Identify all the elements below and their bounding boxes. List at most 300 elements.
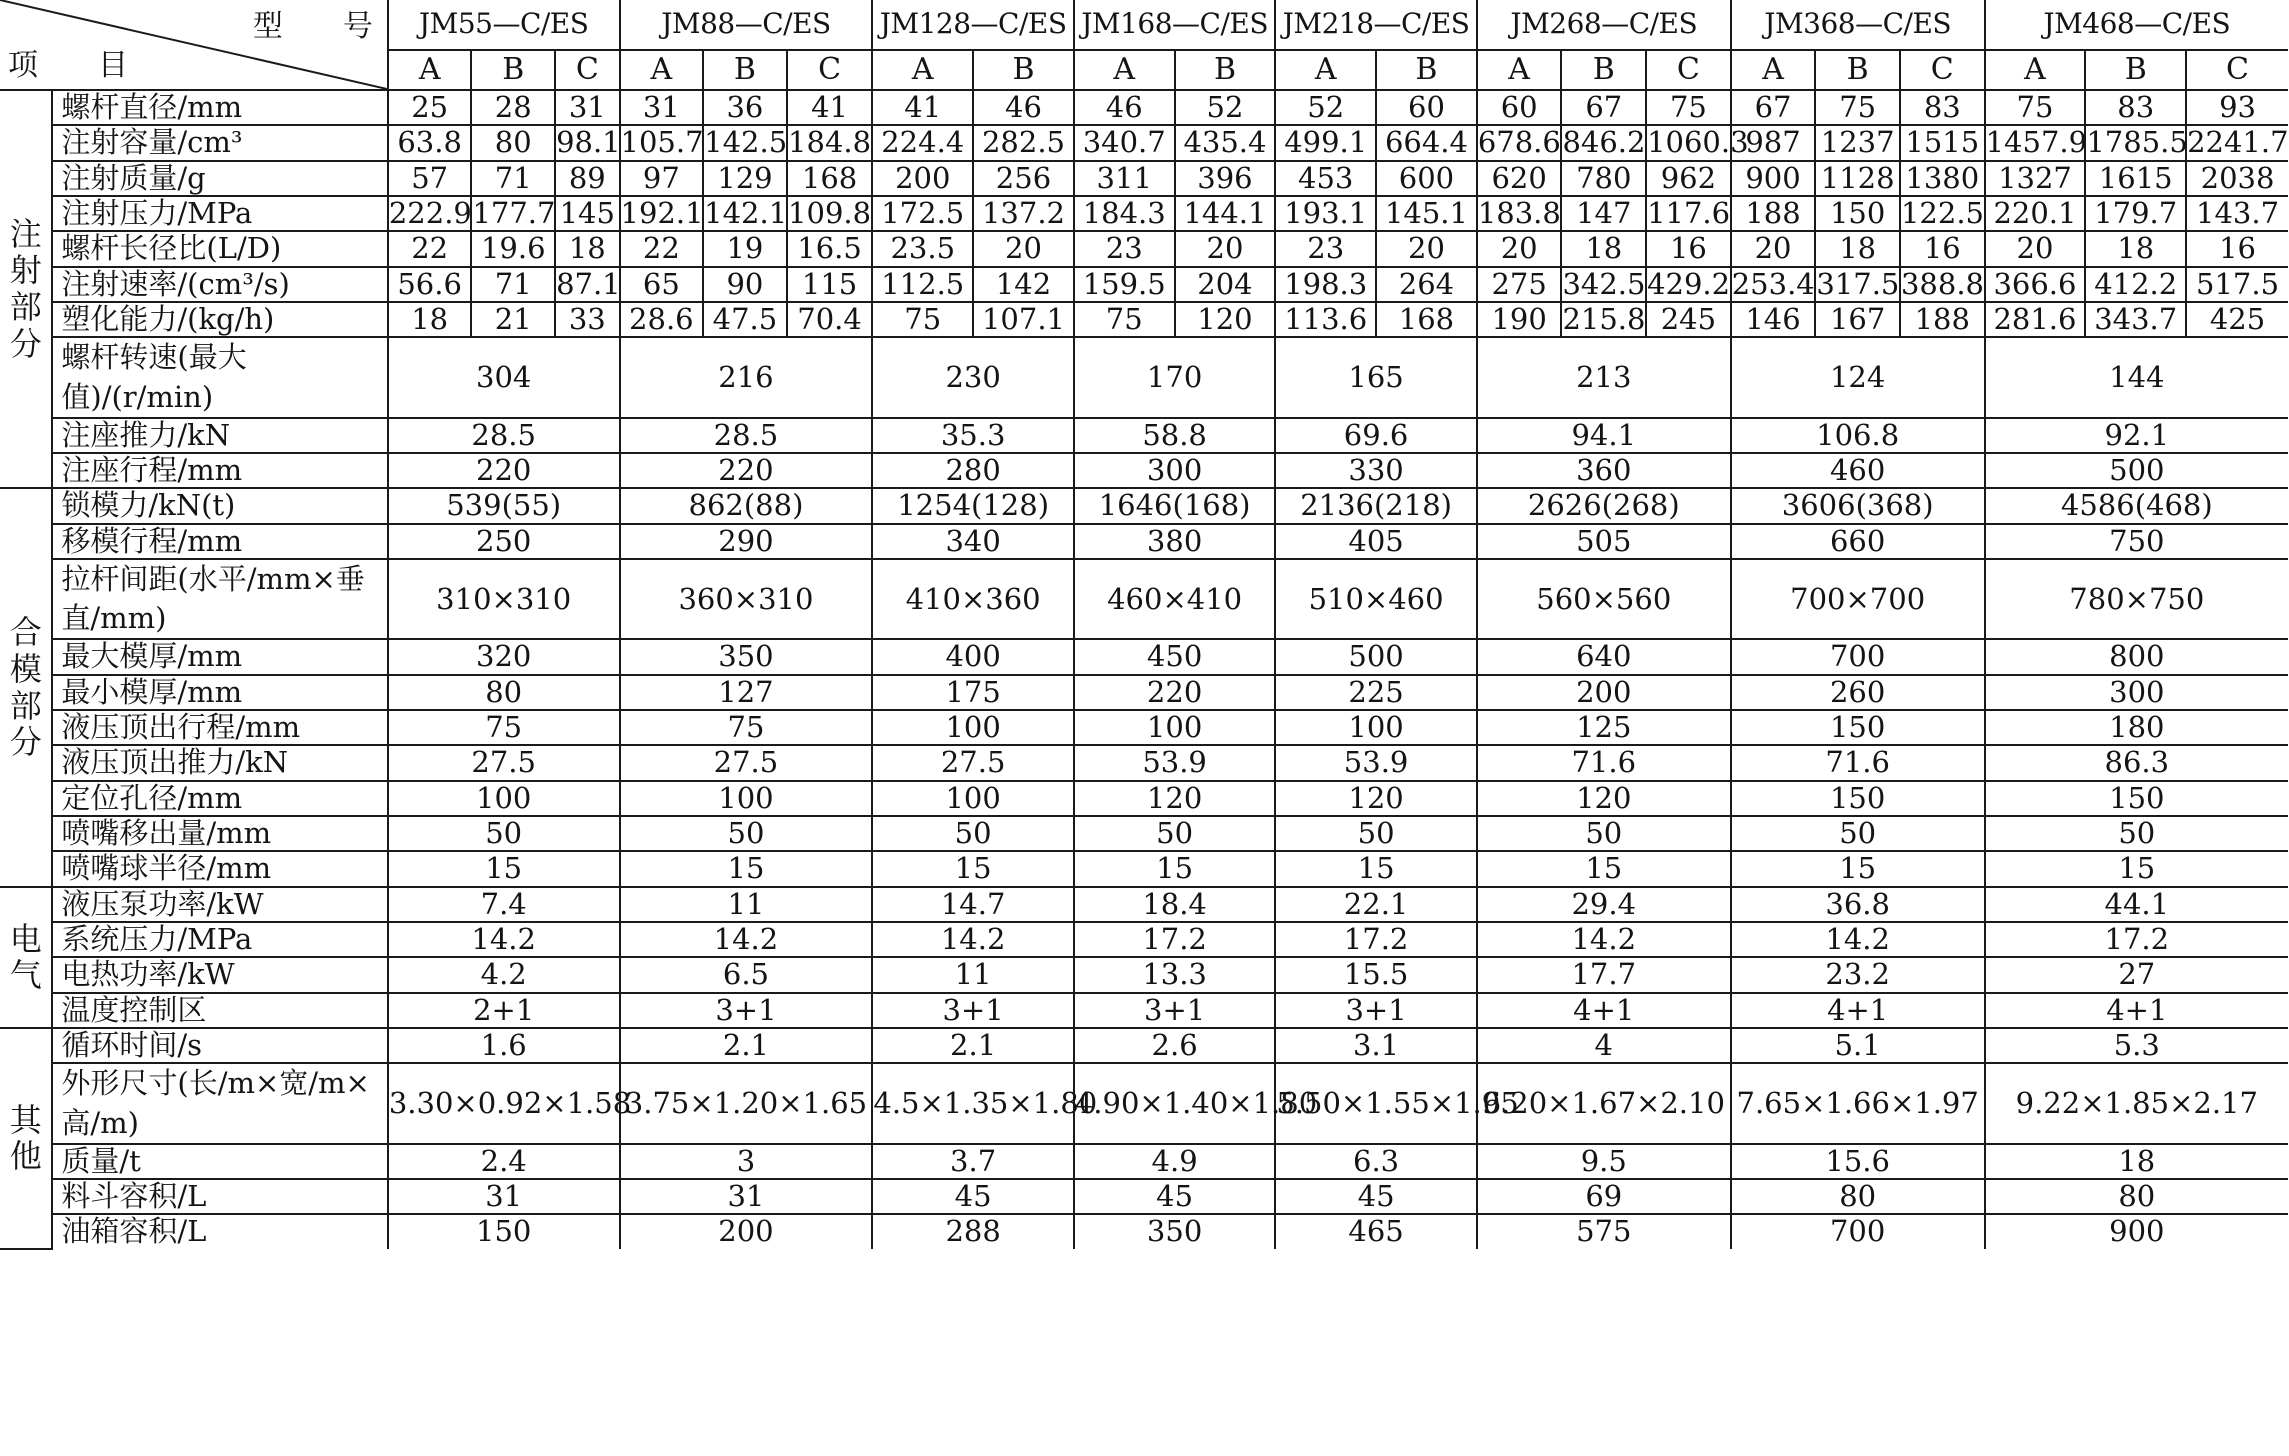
value-cell: 282.5 bbox=[973, 125, 1074, 160]
value-cell: 1327 bbox=[1985, 161, 2086, 196]
variant-header: C bbox=[1646, 50, 1731, 90]
value-cell: 396 bbox=[1175, 161, 1276, 196]
value-cell: 14.2 bbox=[620, 922, 873, 957]
value-cell: 220 bbox=[388, 453, 620, 488]
value-cell: 93 bbox=[2186, 90, 2288, 125]
value-cell: 20 bbox=[1376, 231, 1477, 266]
value-cell: 115 bbox=[787, 267, 873, 302]
value-cell: 1060.3 bbox=[1647, 125, 1749, 160]
value-cell: 3+1 bbox=[872, 993, 1073, 1028]
value-cell: 20 bbox=[1175, 231, 1276, 266]
value-cell: 52 bbox=[1275, 90, 1376, 125]
value-cell: 20 bbox=[973, 231, 1074, 266]
value-cell: 58.8 bbox=[1074, 418, 1275, 453]
row-item-label: 注射速率/(cm³/s) bbox=[52, 267, 387, 302]
value-cell: 27.5 bbox=[620, 745, 873, 780]
value-cell: 220 bbox=[620, 453, 873, 488]
value-cell: 105.7 bbox=[620, 125, 704, 160]
variant-header: A bbox=[620, 50, 704, 90]
value-cell: 23 bbox=[1275, 231, 1376, 266]
value-cell: 4.5×1.35×1.80 bbox=[872, 1063, 1073, 1143]
value-cell: 15 bbox=[1477, 851, 1731, 886]
value-cell: 109.8 bbox=[788, 196, 872, 231]
value-cell: 1646(168) bbox=[1074, 488, 1275, 523]
value-cell: 97 bbox=[620, 161, 704, 196]
value-cell: 18 bbox=[1985, 1144, 2288, 1179]
value-cell: 253.4 bbox=[1731, 266, 1815, 301]
value-cell: 67 bbox=[1731, 90, 1816, 125]
value-cell: 100 bbox=[872, 710, 1073, 745]
value-cell: 14.2 bbox=[1477, 922, 1731, 957]
value-cell: 31 bbox=[620, 90, 704, 125]
value-cell: 142.5 bbox=[704, 125, 788, 160]
row-item-label: 系统压力/MPa bbox=[52, 922, 387, 957]
value-cell: 150 bbox=[1731, 710, 1985, 745]
value-cell: 50 bbox=[620, 816, 873, 851]
value-cell: 4.9 bbox=[1074, 1144, 1275, 1179]
value-cell: 19.6 bbox=[471, 231, 555, 266]
value-cell: 320 bbox=[388, 639, 620, 674]
value-cell: 168 bbox=[787, 161, 873, 196]
value-cell: 15 bbox=[620, 851, 873, 886]
value-cell: 366.6 bbox=[1985, 267, 2086, 302]
value-cell: 179.7 bbox=[2085, 196, 2186, 231]
value-cell: 862(88) bbox=[620, 488, 873, 523]
value-cell: 5.3 bbox=[1985, 1028, 2288, 1063]
value-cell: 53.9 bbox=[1074, 745, 1275, 780]
value-cell: 36 bbox=[703, 90, 787, 125]
model-header: JM218—C/ES bbox=[1275, 0, 1476, 50]
value-cell: 83 bbox=[2085, 90, 2186, 125]
value-cell: 460 bbox=[1731, 453, 1985, 488]
value-cell: 453 bbox=[1275, 161, 1376, 196]
value-cell: 500 bbox=[1275, 639, 1476, 674]
value-cell: 2241.7 bbox=[2187, 125, 2289, 160]
value-cell: 1128 bbox=[1815, 161, 1900, 196]
value-cell: 50 bbox=[1985, 816, 2288, 851]
value-cell: 900 bbox=[1731, 161, 1816, 196]
value-cell: 16 bbox=[1900, 231, 1985, 266]
value-cell: 75 bbox=[872, 302, 973, 337]
value-cell: 33 bbox=[555, 302, 619, 337]
value-cell: 2038 bbox=[2186, 161, 2288, 196]
value-cell: 89 bbox=[555, 161, 619, 196]
value-cell: 3.30×0.92×1.58 bbox=[388, 1063, 620, 1143]
value-cell: 800 bbox=[1985, 639, 2288, 674]
model-header: JM468—C/ES bbox=[1985, 0, 2288, 50]
value-cell: 188 bbox=[1900, 302, 1985, 337]
value-cell: 275 bbox=[1477, 267, 1562, 302]
variant-header: B bbox=[2085, 50, 2186, 90]
value-cell: 620 bbox=[1477, 161, 1562, 196]
value-cell: 150 bbox=[1815, 196, 1900, 231]
row-item-label: 料斗容积/L bbox=[52, 1179, 387, 1214]
value-cell: 92.1 bbox=[1985, 418, 2288, 453]
row-item-label: 油箱容积/L bbox=[52, 1214, 387, 1248]
category-label: 其他 bbox=[9, 1100, 42, 1176]
value-cell: 220.1 bbox=[1985, 196, 2086, 231]
value-cell: 16.5 bbox=[787, 231, 873, 266]
value-cell: 15 bbox=[1731, 851, 1985, 886]
row-item-label: 注座行程/mm bbox=[52, 453, 387, 488]
value-cell: 4586(468) bbox=[1985, 488, 2288, 523]
value-cell: 50 bbox=[388, 816, 620, 851]
variant-header: A bbox=[1985, 50, 2086, 90]
value-cell: 50 bbox=[1477, 816, 1731, 851]
model-header: JM88—C/ES bbox=[620, 0, 873, 50]
row-item-label: 温度控制区 bbox=[52, 993, 387, 1028]
value-cell: 80 bbox=[471, 125, 555, 160]
value-cell: 900 bbox=[1985, 1214, 2288, 1248]
value-cell: 230 bbox=[872, 337, 1073, 417]
value-cell: 405 bbox=[1275, 524, 1476, 559]
value-cell: 4+1 bbox=[1477, 993, 1731, 1028]
value-cell: 127 bbox=[620, 675, 873, 710]
value-cell: 460×410 bbox=[1074, 559, 1275, 639]
value-cell: 120 bbox=[1477, 781, 1731, 816]
value-cell: 5.1 bbox=[1731, 1028, 1985, 1063]
value-cell: 2136(218) bbox=[1275, 488, 1476, 523]
value-cell: 260 bbox=[1731, 675, 1985, 710]
value-cell: 144 bbox=[1985, 337, 2288, 417]
value-cell: 18 bbox=[388, 302, 472, 337]
value-cell: 44.1 bbox=[1985, 887, 2288, 922]
value-cell: 75 bbox=[1074, 302, 1175, 337]
category-cell bbox=[0, 1028, 52, 1249]
value-cell: 360×310 bbox=[620, 559, 873, 639]
value-cell: 168 bbox=[1376, 302, 1477, 337]
value-cell: 142 bbox=[973, 267, 1074, 302]
value-cell: 129 bbox=[703, 161, 787, 196]
item-header-label: 项 目 bbox=[8, 47, 128, 83]
value-cell: 31 bbox=[555, 90, 619, 125]
variant-header: A bbox=[872, 50, 973, 90]
value-cell: 9.22×1.85×2.17 bbox=[1985, 1063, 2288, 1143]
value-cell: 75 bbox=[388, 710, 620, 745]
value-cell: 143.7 bbox=[2186, 196, 2288, 231]
value-cell: 317.5 bbox=[1816, 266, 1900, 301]
value-cell: 4+1 bbox=[1985, 993, 2288, 1028]
row-item-label: 锁模力/kN(t) bbox=[52, 488, 387, 523]
value-cell: 100 bbox=[1275, 710, 1476, 745]
value-cell: 167 bbox=[1815, 302, 1900, 337]
category-label: 电气 bbox=[9, 919, 42, 995]
value-cell: 65 bbox=[620, 267, 704, 302]
value-cell: 188 bbox=[1731, 196, 1816, 231]
value-cell: 50 bbox=[1731, 816, 1985, 851]
value-cell: 350 bbox=[620, 639, 873, 674]
value-cell: 215.8 bbox=[1562, 302, 1646, 337]
value-cell: 192.1 bbox=[620, 196, 704, 231]
value-cell: 16 bbox=[2186, 231, 2288, 266]
value-cell: 9.5 bbox=[1477, 1144, 1731, 1179]
variant-header: C bbox=[555, 50, 619, 90]
value-cell: 1380 bbox=[1900, 161, 1985, 196]
value-cell: 71 bbox=[471, 267, 555, 302]
value-cell: 100 bbox=[388, 781, 620, 816]
value-cell: 31 bbox=[388, 1179, 620, 1214]
category-label: 注射部分 bbox=[9, 214, 42, 363]
variant-header: C bbox=[2186, 50, 2288, 90]
row-item-label: 电热功率/kW bbox=[52, 957, 387, 992]
value-cell: 87.1 bbox=[556, 266, 621, 301]
value-cell: 1615 bbox=[2085, 161, 2186, 196]
value-cell: 600 bbox=[1376, 161, 1477, 196]
value-cell: 80 bbox=[1731, 1179, 1985, 1214]
value-cell: 3.75×1.20×1.65 bbox=[620, 1063, 873, 1143]
value-cell: 288 bbox=[872, 1214, 1073, 1248]
value-cell: 360 bbox=[1477, 453, 1731, 488]
value-cell: 41 bbox=[872, 90, 973, 125]
value-cell: 213 bbox=[1477, 337, 1731, 417]
value-cell: 264 bbox=[1376, 267, 1477, 302]
value-cell: 53.9 bbox=[1275, 745, 1476, 780]
row-item-label: 注射压力/MPa bbox=[52, 196, 387, 231]
row-item-label: 最大模厚/mm bbox=[52, 639, 387, 674]
value-cell: 23.2 bbox=[1731, 957, 1985, 992]
value-cell: 45 bbox=[872, 1179, 1073, 1214]
row-item-label: 螺杆直径/mm bbox=[52, 90, 387, 125]
value-cell: 71.6 bbox=[1477, 745, 1731, 780]
value-cell: 4 bbox=[1477, 1028, 1731, 1063]
value-cell: 125 bbox=[1477, 710, 1731, 745]
row-item-label: 注射容量/cm³ bbox=[52, 125, 387, 160]
value-cell: 180 bbox=[1985, 710, 2288, 745]
value-cell: 14.2 bbox=[872, 922, 1073, 957]
value-cell: 300 bbox=[1074, 453, 1275, 488]
variant-header: B bbox=[1561, 50, 1646, 90]
value-cell: 700×700 bbox=[1731, 559, 1985, 639]
value-cell: 1515 bbox=[1900, 125, 1985, 160]
value-cell: 517.5 bbox=[2186, 267, 2288, 302]
value-cell: 780×750 bbox=[1985, 559, 2288, 639]
value-cell: 700 bbox=[1731, 639, 1985, 674]
value-cell: 94.1 bbox=[1477, 418, 1731, 453]
value-cell: 190 bbox=[1477, 302, 1562, 337]
variant-header: B bbox=[973, 50, 1074, 90]
model-header: JM55—C/ES bbox=[388, 0, 620, 50]
value-cell: 2+1 bbox=[388, 993, 620, 1028]
value-cell: 11 bbox=[872, 957, 1073, 992]
value-cell: 6.5 bbox=[620, 957, 873, 992]
value-cell: 120 bbox=[1275, 781, 1476, 816]
value-cell: 106.8 bbox=[1731, 418, 1985, 453]
value-cell: 510×460 bbox=[1275, 559, 1476, 639]
row-item-label: 喷嘴移出量/mm bbox=[52, 816, 387, 851]
value-cell: 5.50×1.55×1.95 bbox=[1275, 1063, 1476, 1143]
value-cell: 1785.5 bbox=[2086, 125, 2188, 160]
category-cell bbox=[0, 887, 52, 1028]
value-cell: 17.2 bbox=[1074, 922, 1275, 957]
value-cell: 50 bbox=[1275, 816, 1476, 851]
value-cell: 90 bbox=[703, 267, 787, 302]
model-header-label: 型 号 bbox=[252, 9, 373, 44]
value-cell: 50 bbox=[1074, 816, 1275, 851]
value-cell: 144.1 bbox=[1175, 196, 1276, 231]
value-cell: 80 bbox=[1985, 1179, 2288, 1214]
value-cell: 31 bbox=[620, 1179, 873, 1214]
value-cell: 71.6 bbox=[1731, 745, 1985, 780]
value-cell: 145.1 bbox=[1376, 196, 1477, 231]
variant-header: B bbox=[1376, 50, 1477, 90]
value-cell: 500 bbox=[1985, 453, 2288, 488]
row-item-label: 外形尺寸(长/m×宽/m×高/m) bbox=[52, 1063, 387, 1143]
value-cell: 17.7 bbox=[1477, 957, 1731, 992]
value-cell: 29.4 bbox=[1477, 887, 1731, 922]
value-cell: 13.3 bbox=[1074, 957, 1275, 992]
value-cell: 60 bbox=[1477, 90, 1562, 125]
value-cell: 3 bbox=[620, 1144, 873, 1179]
value-cell: 3+1 bbox=[1074, 993, 1275, 1028]
variant-header: B bbox=[1815, 50, 1900, 90]
value-cell: 27 bbox=[1985, 957, 2288, 992]
value-cell: 560×560 bbox=[1477, 559, 1731, 639]
value-cell: 100 bbox=[872, 781, 1073, 816]
value-cell: 4.2 bbox=[388, 957, 620, 992]
value-cell: 6.20×1.67×2.10 bbox=[1477, 1063, 1731, 1143]
value-cell: 122.5 bbox=[1900, 196, 1984, 231]
row-item-label: 螺杆长径比(L/D) bbox=[52, 231, 387, 266]
value-cell: 63.8 bbox=[388, 125, 472, 160]
value-cell: 45 bbox=[1275, 1179, 1476, 1214]
value-cell: 2626(268) bbox=[1477, 488, 1731, 523]
value-cell: 142.1 bbox=[704, 196, 788, 231]
value-cell: 11 bbox=[620, 887, 873, 922]
value-cell: 67 bbox=[1561, 90, 1646, 125]
variant-header: A bbox=[1275, 50, 1376, 90]
value-cell: 245 bbox=[1646, 302, 1731, 337]
value-cell: 41 bbox=[787, 90, 873, 125]
value-cell: 1457.9 bbox=[1985, 125, 2088, 160]
value-cell: 499.1 bbox=[1275, 125, 1376, 160]
value-cell: 2.4 bbox=[388, 1144, 620, 1179]
value-cell: 46 bbox=[1074, 90, 1175, 125]
value-cell: 200 bbox=[1477, 675, 1731, 710]
value-cell: 117.6 bbox=[1647, 196, 1731, 231]
value-cell: 3606(368) bbox=[1731, 488, 1985, 523]
value-cell: 69.6 bbox=[1275, 418, 1476, 453]
value-cell: 1254(128) bbox=[872, 488, 1073, 523]
value-cell: 193.1 bbox=[1275, 196, 1376, 231]
value-cell: 465 bbox=[1275, 1214, 1476, 1248]
value-cell: 962 bbox=[1646, 161, 1731, 196]
value-cell: 388.8 bbox=[1900, 266, 1984, 301]
value-cell: 330 bbox=[1275, 453, 1476, 488]
variant-header: B bbox=[471, 50, 555, 90]
value-cell: 380 bbox=[1074, 524, 1275, 559]
value-cell: 256 bbox=[973, 161, 1074, 196]
value-cell: 14.7 bbox=[872, 887, 1073, 922]
value-cell: 400 bbox=[872, 639, 1073, 674]
value-cell: 18.4 bbox=[1074, 887, 1275, 922]
value-cell: 640 bbox=[1477, 639, 1731, 674]
variant-header: B bbox=[703, 50, 787, 90]
value-cell: 310×310 bbox=[388, 559, 620, 639]
value-cell: 15 bbox=[1985, 851, 2288, 886]
value-cell: 340.7 bbox=[1074, 125, 1175, 160]
row-item-label: 螺杆转速(最大值)/(r/min) bbox=[52, 337, 387, 417]
value-cell: 69 bbox=[1477, 1179, 1731, 1214]
value-cell: 3.7 bbox=[872, 1144, 1073, 1179]
value-cell: 75 bbox=[1985, 90, 2086, 125]
value-cell: 200 bbox=[620, 1214, 873, 1248]
value-cell: 20 bbox=[1985, 231, 2086, 266]
value-cell: 412.2 bbox=[2085, 267, 2186, 302]
value-cell: 35.3 bbox=[872, 418, 1073, 453]
value-cell: 146 bbox=[1731, 302, 1816, 337]
value-cell: 112.5 bbox=[872, 267, 973, 302]
value-cell: 172.5 bbox=[872, 196, 973, 231]
value-cell: 4+1 bbox=[1731, 993, 1985, 1028]
value-cell: 700 bbox=[1731, 1214, 1985, 1248]
value-cell: 15.5 bbox=[1275, 957, 1476, 992]
row-item-label: 注座推力/kN bbox=[52, 418, 387, 453]
value-cell: 342.5 bbox=[1562, 266, 1646, 301]
value-cell: 220 bbox=[1074, 675, 1275, 710]
value-cell: 75 bbox=[620, 710, 873, 745]
value-cell: 98.1 bbox=[556, 125, 621, 160]
value-cell: 150 bbox=[1731, 781, 1985, 816]
row-item-label: 液压顶出推力/kN bbox=[52, 745, 387, 780]
value-cell: 435.4 bbox=[1175, 125, 1276, 160]
value-cell: 60 bbox=[1376, 90, 1477, 125]
value-cell: 2.6 bbox=[1074, 1028, 1275, 1063]
value-cell: 124 bbox=[1731, 337, 1985, 417]
value-cell: 2.1 bbox=[620, 1028, 873, 1063]
value-cell: 183.8 bbox=[1477, 196, 1561, 231]
variant-header: A bbox=[1731, 50, 1816, 90]
value-cell: 15 bbox=[1074, 851, 1275, 886]
value-cell: 120 bbox=[1074, 781, 1275, 816]
value-cell: 15.6 bbox=[1731, 1144, 1985, 1179]
value-cell: 16 bbox=[1646, 231, 1731, 266]
model-header: JM128—C/ES bbox=[872, 0, 1073, 50]
value-cell: 150 bbox=[388, 1214, 620, 1248]
model-header: JM368—C/ES bbox=[1731, 0, 1985, 50]
value-cell: 22 bbox=[620, 231, 704, 266]
value-cell: 27.5 bbox=[872, 745, 1073, 780]
value-cell: 75 bbox=[1815, 90, 1900, 125]
value-cell: 177.7 bbox=[472, 196, 556, 231]
header-corner-cell bbox=[0, 0, 388, 90]
row-item-label: 注射质量/g bbox=[52, 161, 387, 196]
variant-header: B bbox=[1175, 50, 1276, 90]
value-cell: 6.3 bbox=[1275, 1144, 1476, 1179]
value-cell: 7.65×1.66×1.97 bbox=[1731, 1063, 1985, 1143]
value-cell: 25 bbox=[388, 90, 472, 125]
value-cell: 47.5 bbox=[703, 302, 787, 337]
value-cell: 56.6 bbox=[388, 267, 472, 302]
value-cell: 137.2 bbox=[973, 196, 1074, 231]
value-cell: 175 bbox=[872, 675, 1073, 710]
value-cell: 15 bbox=[872, 851, 1073, 886]
value-cell: 250 bbox=[388, 524, 620, 559]
value-cell: 71 bbox=[471, 161, 555, 196]
value-cell: 100 bbox=[1074, 710, 1275, 745]
value-cell: 145 bbox=[555, 196, 619, 231]
row-item-label: 质量/t bbox=[52, 1144, 387, 1179]
value-cell: 3.1 bbox=[1275, 1028, 1476, 1063]
value-cell: 75 bbox=[1646, 90, 1731, 125]
value-cell: 28.5 bbox=[620, 418, 873, 453]
value-cell: 19 bbox=[703, 231, 787, 266]
row-item-label: 塑化能力/(kg/h) bbox=[52, 302, 387, 337]
value-cell: 15 bbox=[1275, 851, 1476, 886]
value-cell: 678.6 bbox=[1477, 125, 1561, 160]
category-cell bbox=[0, 90, 52, 488]
value-cell: 147 bbox=[1561, 196, 1646, 231]
value-cell: 198.3 bbox=[1275, 267, 1376, 302]
